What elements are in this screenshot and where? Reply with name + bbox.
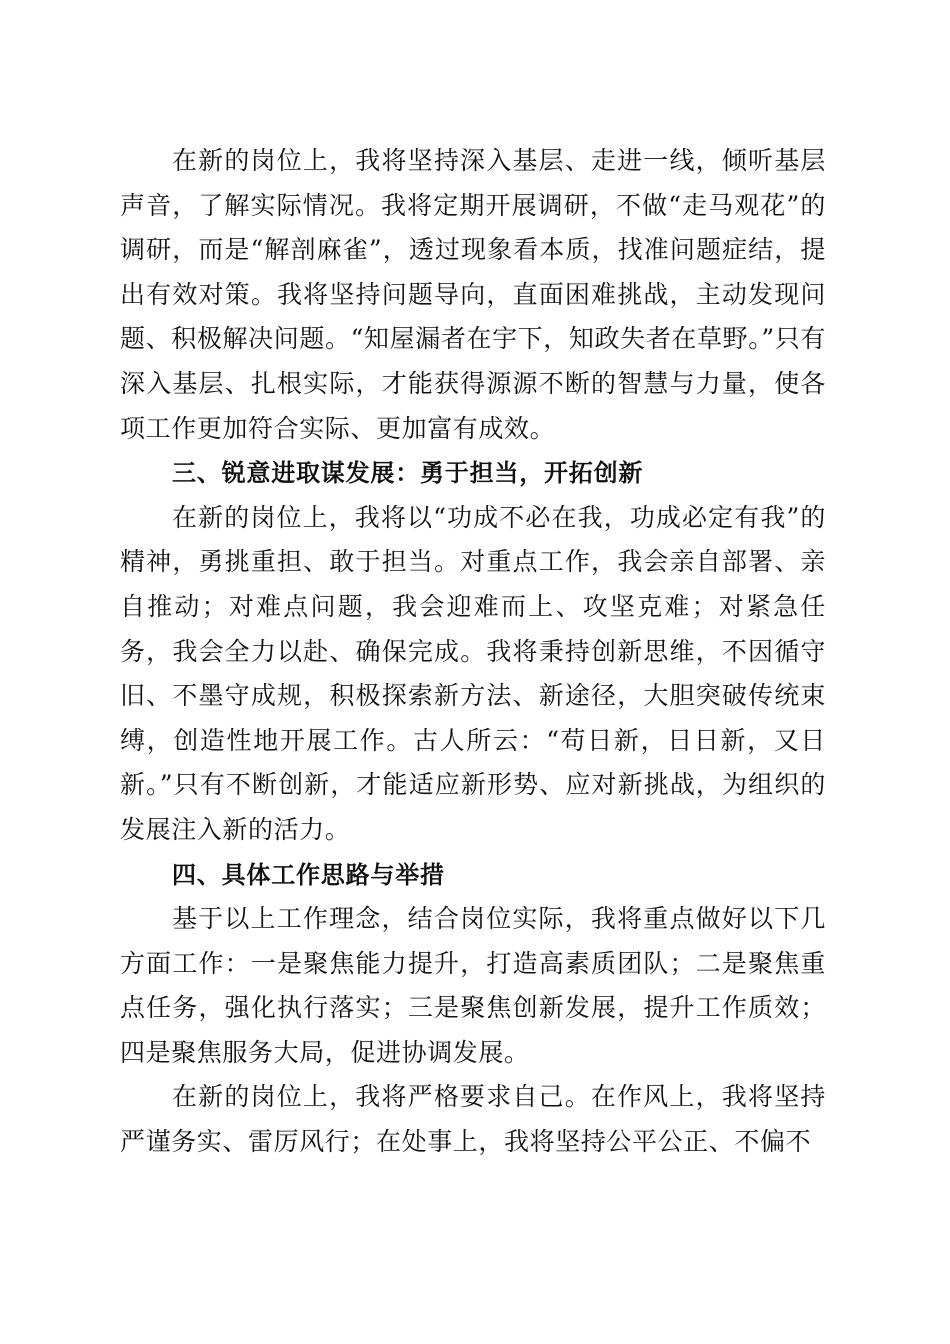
paragraph-innovation: 在新的岗位上，我将以“功成不必在我，功成必定有我”的精神，勇挑重担、敢于担当。对重点工作，我会亲自部署、亲自推动；对难点问题，我会迎难而上、攻坚克难；对紧急任务，我会全力以赴、确保完成。我将秉持创新思维，不因循守旧、不墨守成规，积极探索新方法、新途径，大胆突破传统束缚，创造性地开展工作。古人所云：“苟日新，日日新，又日新。”只有不断创新，才能适应新形势、应对新挑战，为组织的发展注入新的活力。 <box>120 502 826 844</box>
paragraph-grassroots: 在新的岗位上，我将坚持深入基层、走进一线，倾听基层声音，了解实际情况。我将定期开展调研，不做“走马观花”的调研，而是“解剖麻雀”，透过现象看本质，找准问题症结，提出有效对策。我将坚持问题导向，直面困难挑战，主动发现问题、积极解决问题。“知屋漏者在宇下，知政失者在草野。”只有深入基层、扎根实际，才能获得源源不断的智慧与力量，使各项工作更加符合实际、更加富有成效。 <box>120 146 826 443</box>
paragraph-self-discipline: 在新的岗位上，我将严格要求自己。在作风上，我将坚持严谨务实、雷厉风行；在处事上，我将坚持公平公正、不偏不 <box>120 1082 826 1157</box>
section-heading-4: 四、具体工作思路与举措 <box>172 860 445 889</box>
section-heading-3: 三、锐意进取谋发展：勇于担当，开拓创新 <box>172 459 644 488</box>
paragraph-work-plan: 基于以上工作理念，结合岗位实际，我将重点做好以下几方面工作：一是聚焦能力提升，打造高素质团队；二是聚焦重点任务，强化执行落实；三是聚焦创新发展，提升工作质效；四是聚焦服务大局，促进协调发展。 <box>120 904 826 1067</box>
document-body <box>120 139 826 1165</box>
